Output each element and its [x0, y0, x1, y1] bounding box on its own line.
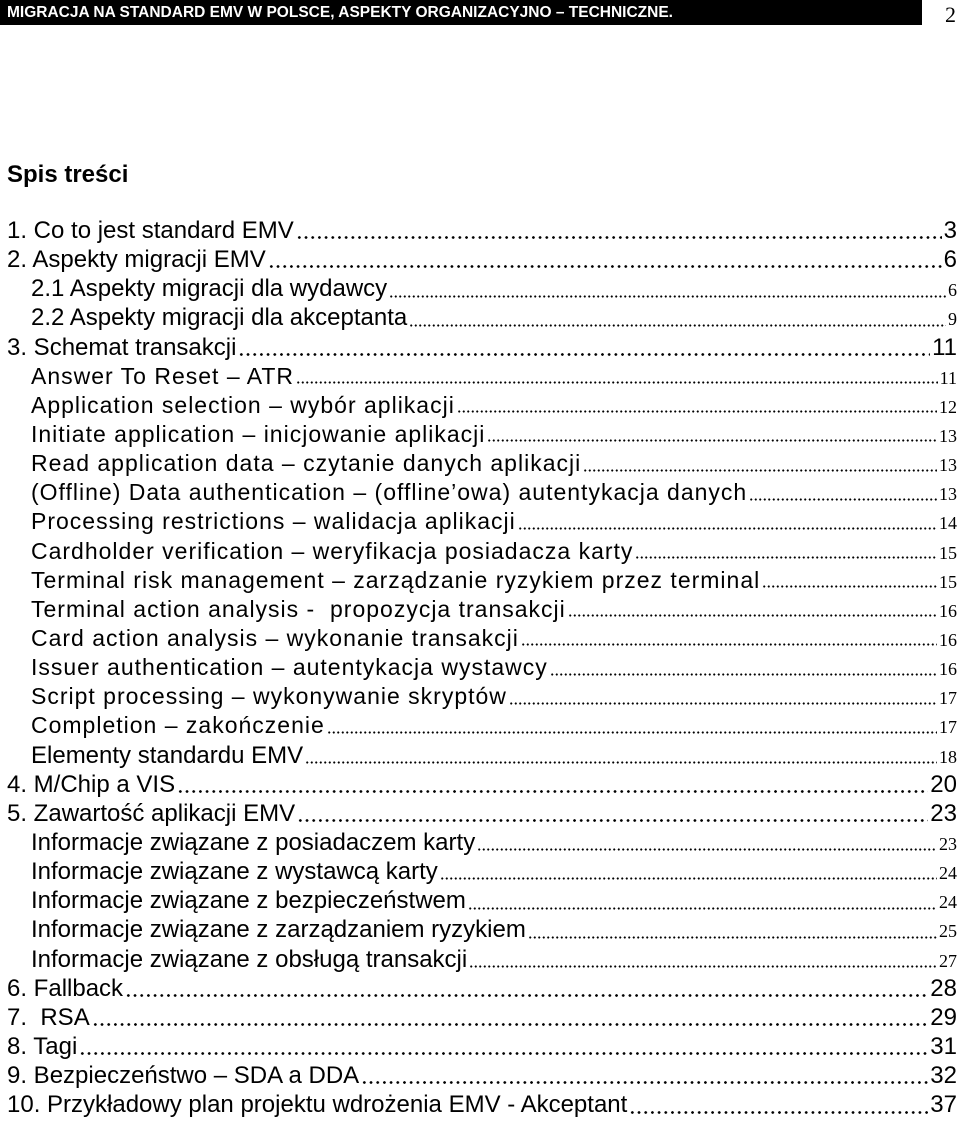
dot-leader: [518, 510, 937, 536]
toc-page-number: 28: [930, 974, 957, 1002]
toc-heading: Spis treści: [7, 161, 129, 188]
dot-leader: [749, 481, 937, 507]
toc-entry[interactable]: [7, 828, 957, 857]
toc-entry[interactable]: [7, 1032, 957, 1061]
dot-leader: [327, 714, 937, 740]
toc-entry-title: Terminal risk management – zarządzanie ryzykiem przez terminal: [31, 566, 761, 593]
toc-page-number: 12: [939, 396, 957, 417]
dot-leader: [477, 831, 937, 857]
dot-leader: [409, 306, 946, 332]
toc-entry[interactable]: [7, 537, 957, 566]
toc-entry[interactable]: [7, 799, 957, 828]
toc-entry-title: (Offline) Data authentication – (offline’owa) autentykacja danych: [31, 479, 748, 506]
dot-leader: [361, 1064, 928, 1090]
dot-leader: [583, 452, 937, 478]
toc-page-number: 11: [939, 367, 957, 388]
dot-leader: [457, 394, 937, 420]
toc-entry[interactable]: [7, 1061, 957, 1090]
toc-page-number: 13: [939, 484, 957, 505]
dot-leader: [629, 1093, 928, 1119]
toc-page-number: 23: [930, 799, 957, 827]
toc-entry-title: 8. Tagi: [7, 1032, 78, 1060]
toc-page-number: 16: [939, 659, 957, 680]
dot-leader: [305, 744, 937, 770]
toc-entry-title: 6. Fallback: [7, 974, 124, 1002]
toc-entry[interactable]: [7, 274, 957, 303]
toc-entry[interactable]: [7, 857, 957, 886]
dot-leader: [521, 627, 937, 653]
toc-entry[interactable]: [7, 886, 957, 915]
toc-entry[interactable]: [7, 449, 957, 478]
toc-entry[interactable]: [7, 566, 957, 595]
toc-entry-title: 2.1 Aspekty migracji dla wydawcy: [31, 275, 388, 303]
toc-page-number: 13: [939, 455, 957, 476]
toc-page-number: 25: [939, 921, 957, 942]
toc-entry-title: Cardholder verification – weryfikacja posiadacza karty: [31, 537, 634, 564]
toc-entry[interactable]: [7, 245, 957, 274]
toc-entry-title: 9. Bezpieczeństwo – SDA a DDA: [7, 1062, 360, 1090]
toc-entry-title: Initiate application – inicjowanie aplikacji: [31, 420, 486, 447]
toc-entry-title: Script processing – wykonywanie skryptów: [31, 683, 507, 710]
toc-entry[interactable]: [7, 478, 957, 507]
toc-entry-title: 7. RSA: [7, 1003, 90, 1031]
dot-leader: [268, 248, 942, 274]
toc-entry[interactable]: [7, 362, 957, 391]
dot-leader: [389, 277, 946, 303]
toc-entry[interactable]: [7, 974, 957, 1003]
dot-leader: [487, 423, 937, 449]
dot-leader: [635, 540, 937, 566]
toc-entry[interactable]: [7, 915, 957, 944]
toc-page-number: 15: [939, 571, 957, 592]
toc-entry[interactable]: [7, 333, 957, 362]
toc-page-number: 20: [930, 770, 957, 798]
toc-entry[interactable]: [7, 770, 957, 799]
toc-entry-title: 2.2 Aspekty migracji dla akceptanta: [31, 304, 408, 332]
toc-page-number: 17: [939, 688, 957, 709]
dot-leader: [440, 860, 937, 886]
toc-entry-title: Elementy standardu EMV: [31, 741, 304, 769]
toc-page-number: 3: [943, 217, 957, 244]
toc-entry-title: 5. Zawartość aplikacji EMV: [7, 799, 296, 827]
toc-entry-title: Informacje związane z obsługą transakcji: [31, 945, 468, 973]
toc-entry-title: Processing restrictions – walidacja aplikacji: [31, 508, 516, 535]
toc-entry[interactable]: [7, 741, 957, 770]
toc-page-number: 24: [939, 892, 957, 913]
toc-entry[interactable]: [7, 1090, 957, 1119]
toc-entry[interactable]: [7, 303, 957, 332]
toc-entry-title: Informacje związane z zarządzaniem ryzykiem: [31, 916, 526, 944]
toc-page-number: 23: [939, 833, 957, 854]
toc-page-number: 6: [943, 246, 957, 274]
toc-page-number: 32: [930, 1062, 957, 1090]
toc-entry-title: Read application data – czytanie danych aplikacji: [31, 450, 582, 477]
toc-page-number: 13: [939, 425, 957, 446]
dot-leader: [92, 1006, 929, 1032]
toc-entry-title: 4. M/Chip a VIS: [7, 770, 176, 798]
dot-leader: [177, 773, 928, 799]
toc-entry[interactable]: [7, 595, 957, 624]
toc-page-number: 14: [939, 513, 957, 534]
toc-entry-title: Informacje związane z bezpieczeństwem: [31, 887, 466, 915]
toc-entry-title: Informacje związane z posiadaczem karty: [31, 828, 476, 856]
toc-entry[interactable]: [7, 682, 957, 711]
toc-entry[interactable]: [7, 216, 957, 245]
toc-entry-title: Answer To Reset – ATR: [31, 362, 295, 389]
toc-page-number: 27: [939, 950, 957, 971]
dot-leader: [79, 1035, 928, 1061]
dot-leader: [296, 365, 938, 391]
dot-leader: [528, 918, 937, 944]
dot-leader: [125, 977, 928, 1003]
dot-leader: [297, 802, 928, 828]
toc-entry[interactable]: [7, 1003, 957, 1032]
toc-entry-title: Informacje związane z wystawcą karty: [31, 858, 438, 886]
toc-entry-title: Issuer authentication – autentykacja wystawcy: [31, 654, 548, 681]
toc-entry-title: Application selection – wybór aplikacji: [31, 391, 455, 418]
toc-page-number: 18: [939, 746, 957, 767]
toc-page-number: 9: [948, 309, 957, 330]
toc-entry-title: 3. Schemat transakcji: [7, 333, 237, 361]
toc-entry-title: Card action analysis – wykonanie transakcji: [31, 624, 519, 651]
toc-page-number: 37: [930, 1091, 957, 1119]
dot-leader: [568, 598, 937, 624]
page-number: 2: [945, 2, 956, 27]
toc-entry[interactable]: [7, 624, 957, 653]
dot-leader: [468, 889, 937, 915]
toc-page-number: 31: [930, 1032, 957, 1060]
document-title: MIGRACJA NA STANDARD EMV W POLSCE, ASPEKTY ORGANIZACYJNO – TECHNICZNE.: [7, 4, 673, 21]
toc-entry[interactable]: [7, 420, 957, 449]
dot-leader: [550, 656, 937, 682]
dot-leader: [469, 948, 937, 974]
dot-leader: [762, 569, 937, 595]
toc-entry-title: 10. Przykładowy plan projektu wdrożenia EMV - Akceptant: [7, 1091, 628, 1119]
toc-page-number: 16: [939, 629, 957, 650]
toc-entry-title: 2. Aspekty migracji EMV: [7, 246, 266, 274]
table-of-contents: [7, 216, 957, 1119]
dot-leader: [238, 336, 930, 362]
toc-entry-title: Terminal action analysis - propozycja transakcji: [31, 595, 566, 622]
toc-entry[interactable]: [7, 711, 957, 740]
toc-entry[interactable]: [7, 507, 957, 536]
toc-page-number: 15: [939, 542, 957, 563]
toc-page-number: 17: [939, 717, 957, 738]
toc-entry[interactable]: [7, 945, 957, 974]
dot-leader: [509, 685, 937, 711]
toc-page-number: 24: [939, 863, 957, 884]
toc-page-number: 11: [932, 333, 957, 361]
toc-entry-title: Completion – zakończenie: [31, 712, 325, 739]
toc-entry[interactable]: [7, 653, 957, 682]
toc-page-number: 16: [939, 600, 957, 621]
dot-leader: [296, 219, 942, 245]
toc-page-number: 29: [930, 1003, 957, 1031]
toc-entry[interactable]: [7, 391, 957, 420]
toc-entry-title: 1. Co to jest standard EMV: [7, 217, 294, 244]
header-bar: [0, 0, 922, 25]
toc-page-number: 6: [948, 280, 957, 301]
